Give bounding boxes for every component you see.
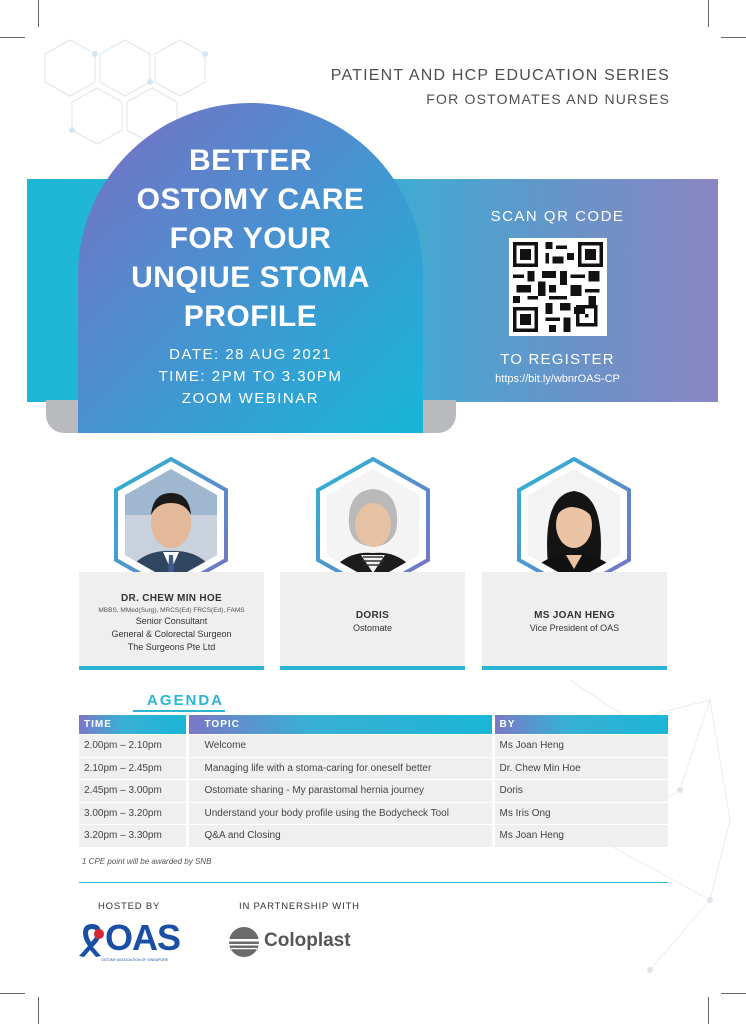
oas-logo-text: OAS — [105, 917, 181, 958]
crop-mark — [708, 997, 709, 1024]
agenda-speaker: Doris — [493, 780, 668, 803]
agenda-header-row — [79, 715, 668, 735]
crop-mark — [0, 37, 25, 38]
qr-code-icon — [513, 242, 603, 332]
agenda-speaker: Ms Joan Heng — [493, 735, 668, 758]
table-row — [79, 735, 668, 758]
speaker-role: Vice President of OAS — [529, 623, 620, 633]
series-subtitle: FOR OSTOMATES AND NURSES — [426, 91, 670, 107]
event-time: TIME: 2PM TO 3.30PM — [158, 368, 343, 385]
table-row — [79, 757, 668, 780]
speaker-credentials: MBBS, MMed(Surg), MRCS(Ed) FRCS(Ed), FAMS — [98, 607, 245, 614]
speaker-card — [482, 572, 667, 670]
event-date: DATE: 28 AUG 2021 — [169, 346, 332, 363]
hosted-by-label: HOSTED BY — [98, 901, 161, 912]
speaker-card — [79, 572, 264, 670]
agenda-time: 2.45pm – 3.00pm — [79, 780, 187, 803]
agenda-speaker: Dr. Chew Min Hoe — [493, 757, 668, 780]
qr-code[interactable] — [509, 238, 607, 336]
crop-mark — [708, 0, 709, 27]
speaker-role: Ostomate — [352, 623, 392, 633]
registration-panel — [470, 208, 645, 385]
cpe-note: 1 CPE point will be awarded by SNB — [82, 857, 212, 866]
series-title: PATIENT AND HCP EDUCATION SERIES — [330, 67, 670, 84]
coloplast-emblem-icon — [228, 926, 260, 958]
speaker-name: MS JOAN HENG — [534, 610, 615, 621]
crop-mark — [38, 997, 39, 1024]
scan-label: SCAN QR CODE — [490, 208, 625, 225]
agenda-title: AGENDA — [147, 692, 225, 709]
event-venue: ZOOM WEBINAR — [181, 390, 320, 407]
agenda-topic: Welcome — [187, 735, 493, 758]
partnership-label: IN PARTNERSHIP WITH — [239, 901, 360, 912]
footer-divider — [79, 882, 668, 883]
speaker-name: DR. CHEW MIN HOE — [121, 593, 222, 604]
agenda-time: 3.20pm – 3.30pm — [79, 825, 187, 847]
table-row — [79, 780, 668, 803]
agenda-speaker: Ms Iris Ong — [493, 802, 668, 825]
agenda-topic: Ostomate sharing - My parastomal hernia journey — [187, 780, 493, 803]
speaker-name: DORIS — [355, 610, 390, 621]
agenda-speaker: Ms Joan Heng — [493, 825, 668, 847]
speaker-role: General & Colorectal Surgeon — [111, 629, 232, 639]
table-row — [79, 802, 668, 825]
speaker-role: Senior Consultant — [135, 616, 208, 626]
column-header-topic: TOPIC — [187, 715, 493, 735]
oas-logo — [79, 918, 179, 962]
speaker-role: The Surgeons Pte Ltd — [127, 642, 216, 652]
agenda-time: 2.10pm – 2.45pm — [79, 757, 187, 780]
agenda-time: 2.00pm – 2.10pm — [79, 735, 187, 758]
agenda-time: 3.00pm – 3.20pm — [79, 802, 187, 825]
agenda-topic: Q&A and Closing — [187, 825, 493, 847]
column-header-time: TIME — [79, 715, 187, 735]
oas-logo-subtext: OSTOMY ASSOCIATION OF SINGAPORE — [101, 958, 169, 962]
event-title: BETTER OSTOMY CARE FOR YOUR UNQIUE STOMA PROFILE — [131, 144, 370, 333]
registration-link[interactable]: https://bit.ly/wbnrOAS-CP — [495, 373, 620, 385]
ribbon-icon — [79, 922, 105, 958]
agenda-underline — [133, 710, 225, 712]
series-heading — [331, 0, 670, 107]
agenda-table — [79, 715, 668, 847]
coloplast-wordmark: Coloplast — [264, 930, 351, 951]
speaker-card — [280, 572, 465, 670]
agenda-topic: Understand your body profile using the Bodycheck Tool — [187, 802, 493, 825]
event-info — [78, 344, 423, 410]
column-header-by: BY — [493, 715, 668, 735]
crop-mark — [721, 993, 746, 994]
hero-arch — [78, 103, 423, 433]
crop-mark — [38, 0, 39, 27]
agenda-topic: Managing life with a stoma-caring for oneself better — [187, 757, 493, 780]
table-row — [79, 825, 668, 847]
register-label: TO REGISTER — [500, 351, 615, 368]
crop-mark — [721, 37, 746, 38]
crop-mark — [0, 993, 25, 994]
